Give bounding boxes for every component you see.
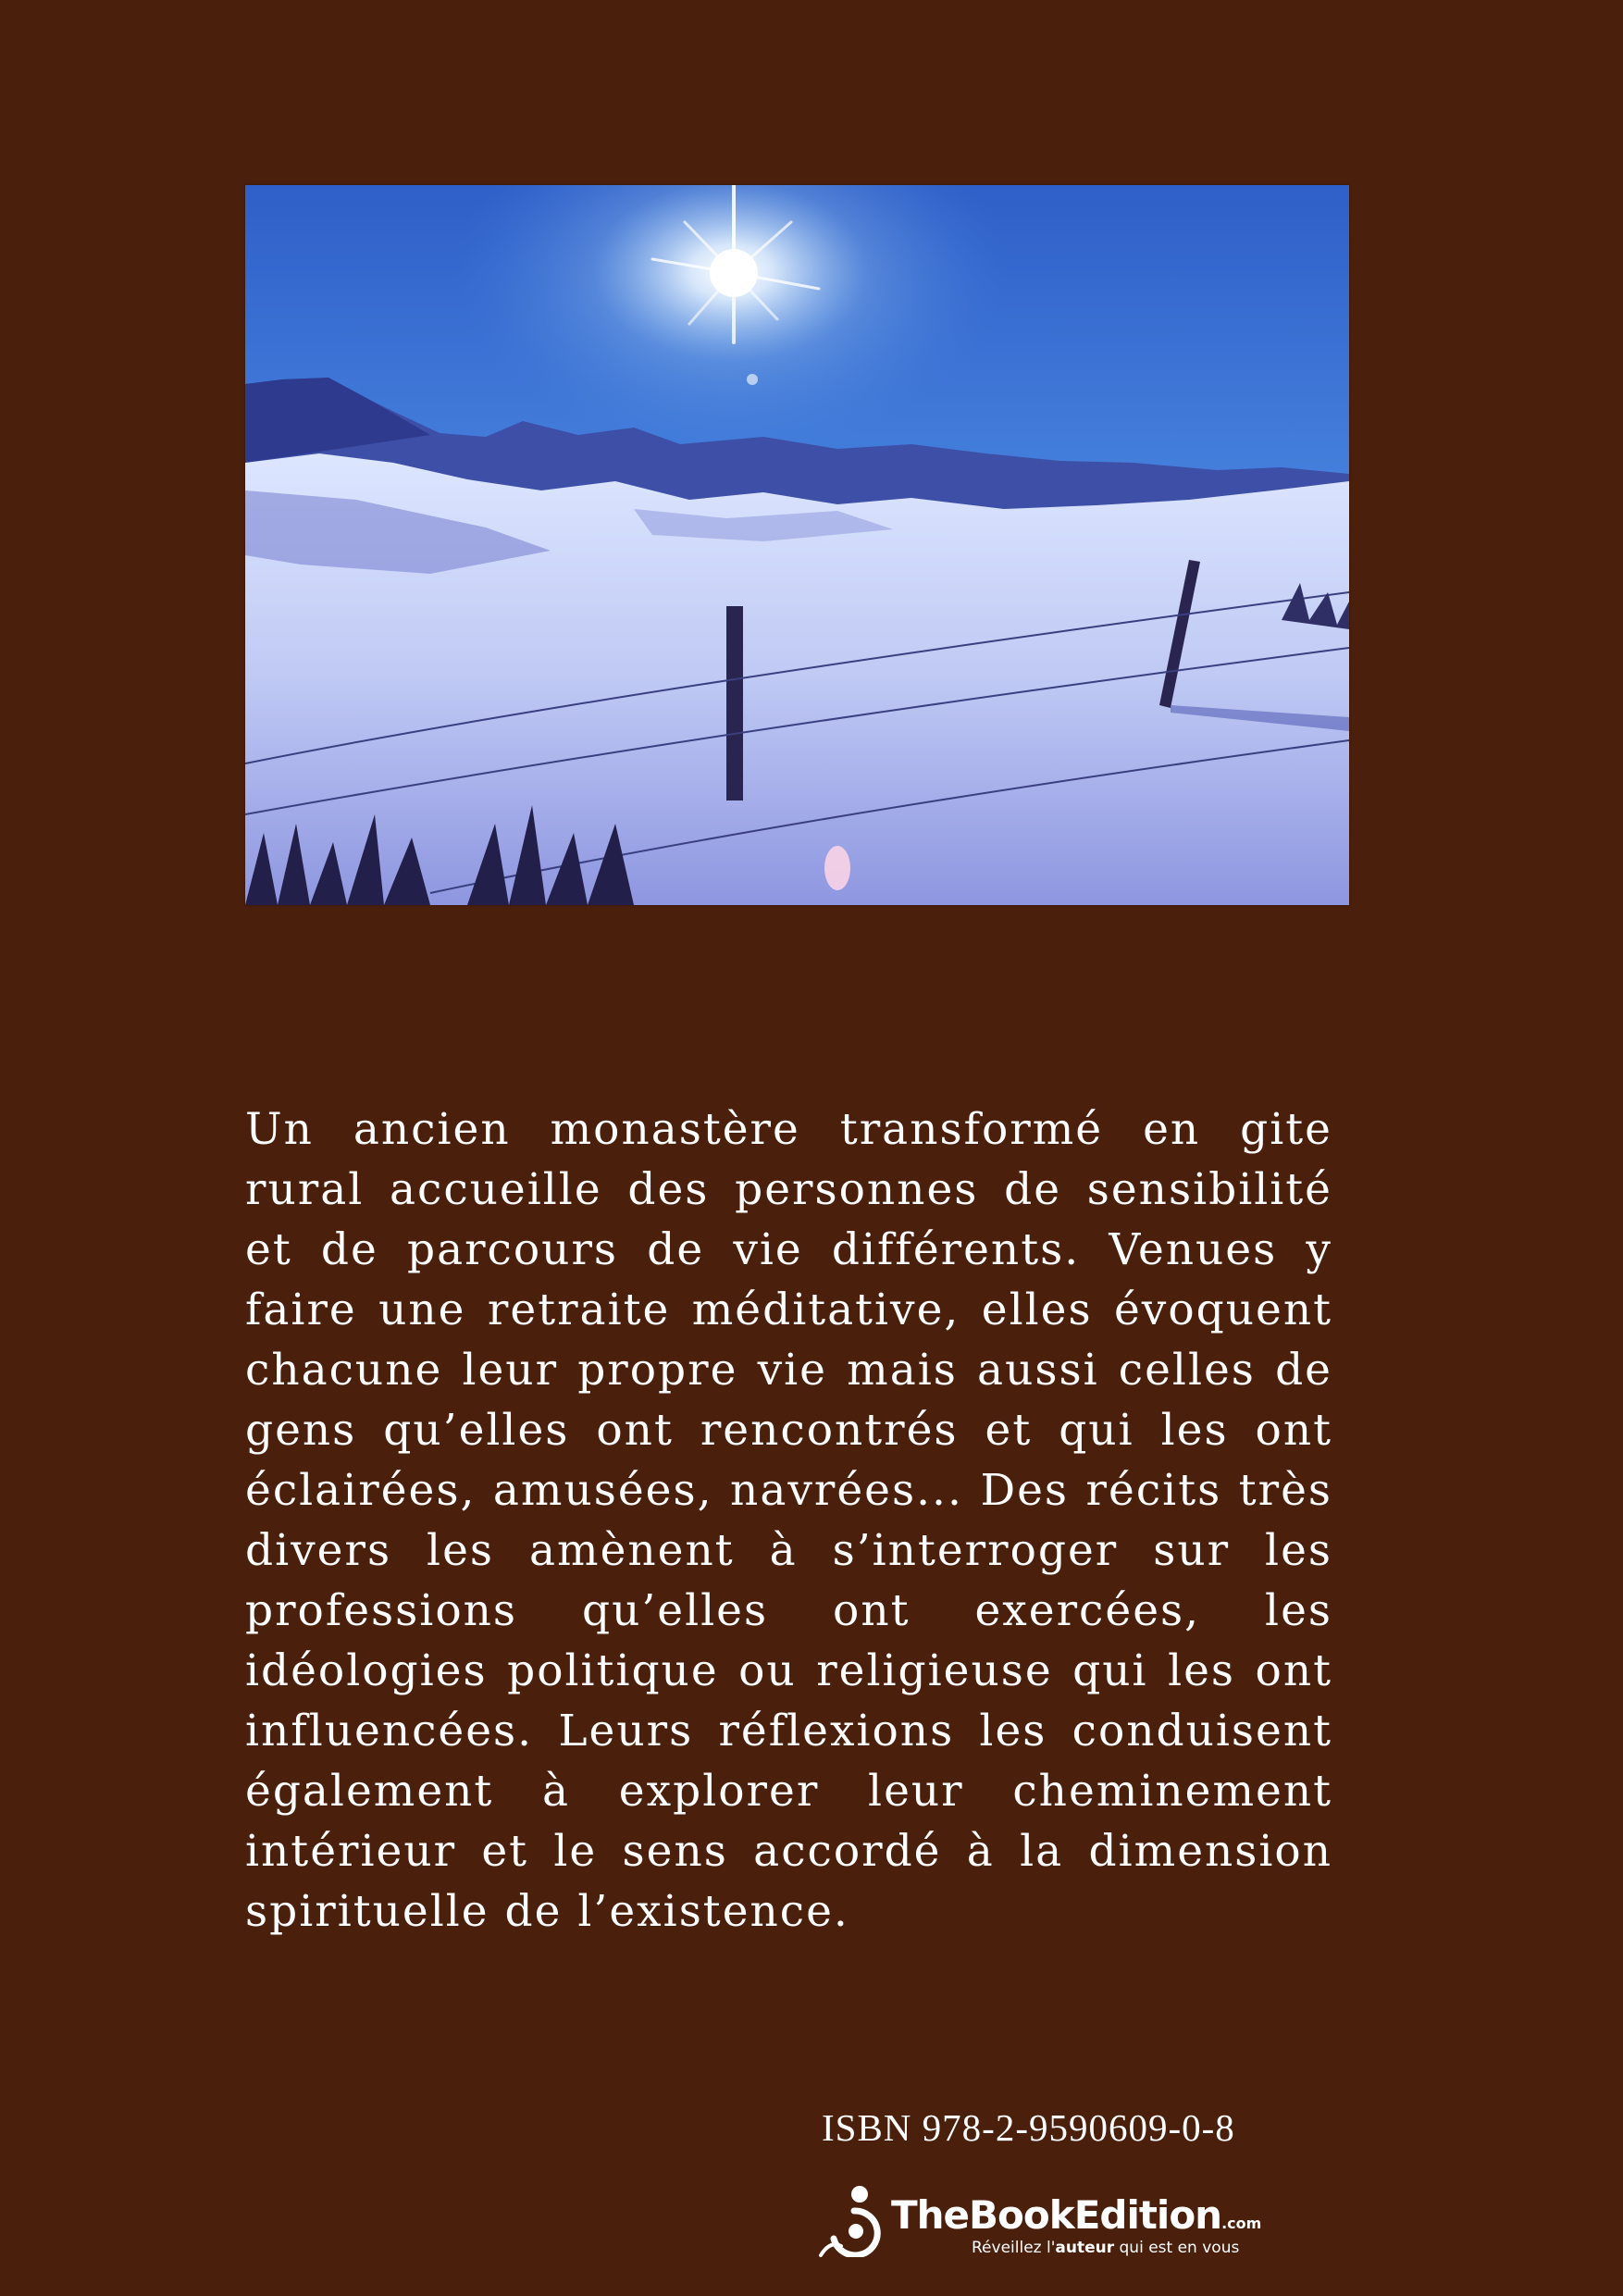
snow-landscape-image <box>245 185 1349 905</box>
back-cover-blurb: Un ancien monastère transformé en gite rural accueille des personnes de sensibilité et de parcours de vie différents. Venues y faire une retraite méditative, elles évoquent chacune leur propre vie mais aussi celles de gens qu’elles ont rencontrés et qui les ont éclairées, amusées, navrées... Des récits très divers les amènent à s’interroger sur les professions qu’elles ont exercées, les idéologies politique ou religieuse qui les ont influencées. Leurs réflexions les conduisent également à explorer leur cheminement intérieur et le sens accordé à la dimension spirituelle de l’existence. <box>245 1104 1332 1937</box>
tagline-bold: auteur <box>1055 2239 1115 2257</box>
publisher-logo-icon <box>819 2183 884 2257</box>
tagline-end: qui est en vous <box>1114 2239 1240 2257</box>
publisher-logo <box>819 2179 1300 2263</box>
publisher-tagline <box>972 2239 1239 2257</box>
publisher-name <box>891 2192 1262 2243</box>
isbn-number: ISBN 978-2-9590609-0-8 <box>822 2106 1235 2149</box>
tagline-start: Réveillez l' <box>972 2239 1056 2257</box>
cover-photo <box>245 185 1349 905</box>
publisher-name-text: TheBookEdition <box>891 2192 1222 2238</box>
publisher-domain-suffix: .com <box>1221 2215 1262 2232</box>
